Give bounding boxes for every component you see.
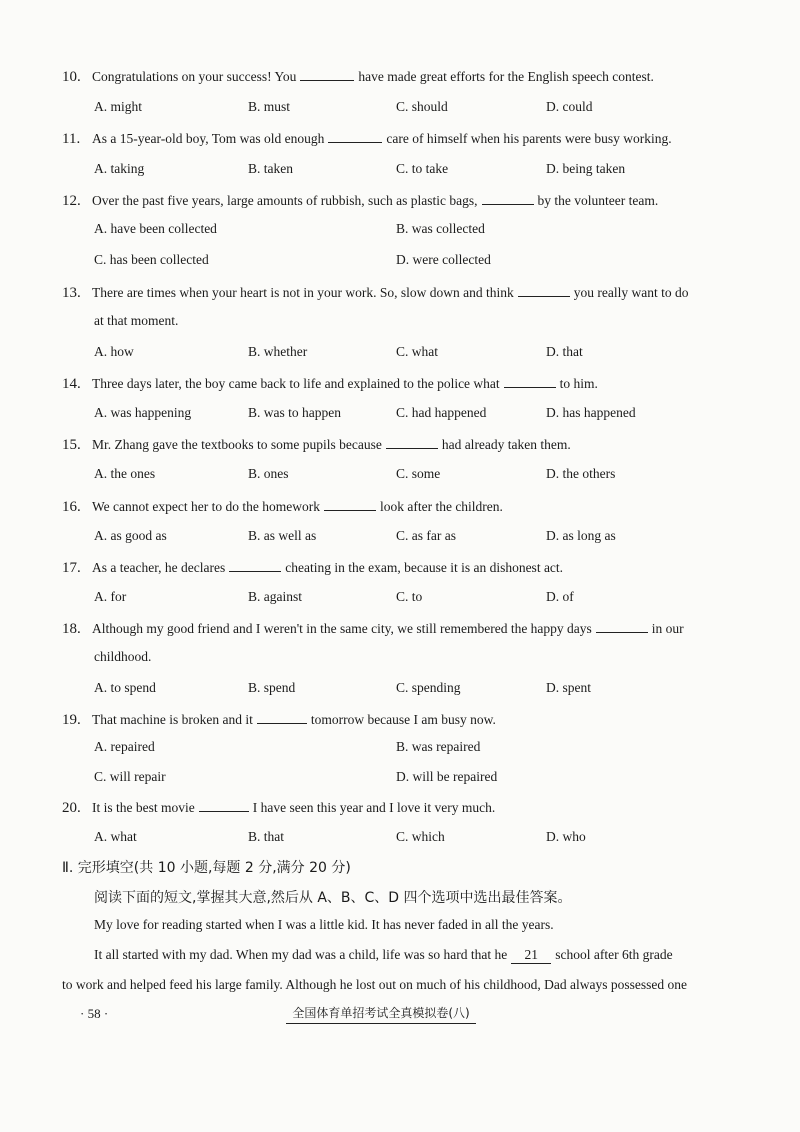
option-b: B. whether (248, 344, 308, 359)
option-d: D. could (546, 99, 593, 114)
question-number: 12. (62, 193, 81, 209)
question-number: 18. (62, 621, 81, 637)
question-stem-pre: Although my good friend and I weren't in the same city, we still remembered the happy days (92, 621, 592, 636)
question-stem-pre: Three days later, the boy came back to life and explained to the police what (92, 376, 500, 391)
question-16 (62, 496, 722, 516)
option-c: C. which (396, 829, 445, 844)
question-stem-post: tomorrow because I am busy now. (310, 712, 496, 727)
question-number: 20. (62, 800, 81, 816)
question-stem-pre: Over the past five years, large amounts of rubbish, such as plastic bags, (92, 193, 478, 208)
question-number: 19. (62, 712, 81, 728)
question-stem-post: care of himself when his parents were busy working. (386, 131, 672, 146)
question-stem-post: had already taken them. (441, 437, 571, 452)
question-13 (62, 282, 722, 302)
question-stem-pre: As a teacher, he declares (92, 560, 226, 575)
question-10 (62, 66, 722, 86)
answer-blank (386, 434, 438, 449)
option-d: D. that (546, 344, 583, 359)
option-d: D. has happened (546, 405, 636, 420)
option-b: B. as well as (248, 528, 317, 543)
option-b: B. was repaired (396, 739, 481, 754)
answer-blank (596, 618, 648, 633)
question-stem-pre: There are times when your heart is not in your work. So, slow down and think (92, 285, 514, 300)
option-b: B. against (248, 589, 302, 604)
question-number: 10. (62, 69, 81, 85)
page-number: · 58 · (80, 1006, 109, 1021)
passage-text: It all started with my dad. When my dad was a child, life was so hard that he (94, 947, 508, 962)
question-12 (62, 190, 722, 210)
option-a: A. to spend (94, 680, 156, 695)
option-c: C. to take (396, 161, 449, 176)
option-a: A. taking (94, 161, 145, 176)
option-d: D. were collected (396, 252, 491, 267)
question-stem-post: to him. (559, 376, 598, 391)
option-a: A. how (94, 344, 134, 359)
question-stem-post: cheating in the exam, because it is an dishonest act. (285, 560, 564, 575)
question-19 (62, 709, 722, 729)
question-stem-pre: We cannot expect her to do the homework (92, 499, 320, 514)
question-number: 15. (62, 437, 81, 453)
question-number: 11. (62, 131, 81, 147)
option-a: A. for (94, 589, 127, 604)
option-d: D. the others (546, 466, 616, 481)
section-title: Ⅱ. 完形填空(共 10 小题,每题 2 分,满分 20 分) (62, 860, 351, 876)
question-15 (62, 434, 722, 454)
option-d: D. as long as (546, 528, 616, 543)
answer-blank (504, 373, 556, 388)
option-c: C. has been collected (94, 252, 209, 267)
passage-paragraph-1: My love for reading started when I was a little kid. It has never faded in all the years. (94, 917, 554, 932)
option-a: A. repaired (94, 739, 155, 754)
question-number: 16. (62, 499, 81, 515)
option-a: A. what (94, 829, 137, 844)
answer-blank (324, 496, 376, 511)
section-instruction: 阅读下面的短文,掌握其大意,然后从 A、B、C、D 四个选项中选出最佳答案。 (94, 890, 572, 906)
option-b: B. spend (248, 680, 296, 695)
option-c: C. had happened (396, 405, 487, 420)
answer-blank (518, 282, 570, 297)
option-b: B. ones (248, 466, 289, 481)
option-d: D. who (546, 829, 586, 844)
option-c: C. as far as (396, 528, 456, 543)
question-stem-post: have made great efforts for the English speech contest. (358, 69, 654, 84)
question-17 (62, 557, 722, 577)
question-stem-pre: It is the best movie (92, 800, 195, 815)
question-18-continuation: childhood. (94, 649, 152, 664)
passage-paragraph-2 (94, 947, 673, 964)
question-20 (62, 797, 722, 817)
option-c: C. will repair (94, 769, 166, 784)
question-13-continuation: at that moment. (94, 313, 179, 328)
option-c: C. what (396, 344, 438, 359)
option-d: D. spent (546, 680, 591, 695)
passage-text: school after 6th grade (555, 947, 673, 962)
option-c: C. spending (396, 680, 461, 695)
answer-blank (328, 128, 382, 143)
question-stem-post: I have seen this year and I love it very much. (252, 800, 496, 815)
question-14 (62, 373, 722, 393)
exam-title-footer: 全国体育单招考试全真模拟卷(八) (286, 1004, 476, 1024)
question-18 (62, 618, 722, 638)
option-d: D. being taken (546, 161, 626, 176)
option-b: B. that (248, 829, 284, 844)
answer-blank (229, 557, 281, 572)
passage-paragraph-2-cont: to work and helped feed his large family. Although he lost out on much of his childhood, Dad always possessed one (62, 977, 688, 992)
question-number: 14. (62, 376, 81, 392)
answer-blank (482, 190, 534, 205)
option-b: B. taken (248, 161, 293, 176)
question-stem-post: look after the children. (379, 499, 503, 514)
option-a: A. might (94, 99, 143, 114)
option-b: B. was collected (396, 221, 485, 236)
answer-blank (199, 797, 249, 812)
option-c: C. some (396, 466, 441, 481)
answer-blank (300, 66, 354, 81)
question-stem-pre: Congratulations on your success! You (92, 69, 297, 84)
question-number: 13. (62, 285, 81, 301)
question-stem-post: by the volunteer team. (537, 193, 659, 208)
option-b: B. must (248, 99, 291, 114)
option-d: D. of (546, 589, 574, 604)
option-d: D. will be repaired (396, 769, 498, 784)
option-a: A. as good as (94, 528, 167, 543)
question-stem-post: you really want to do (573, 285, 689, 300)
option-b: B. was to happen (248, 405, 341, 420)
question-stem-pre: That machine is broken and it (92, 712, 253, 727)
question-number: 17. (62, 560, 81, 576)
answer-blank (257, 709, 307, 724)
option-a: A. the ones (94, 466, 156, 481)
option-a: A. have been collected (94, 221, 217, 236)
option-c: C. to (396, 589, 423, 604)
question-stem-post: in our (651, 621, 684, 636)
question-stem-pre: Mr. Zhang gave the textbooks to some pupils because (92, 437, 382, 452)
option-c: C. should (396, 99, 448, 114)
question-11 (62, 128, 722, 148)
cloze-blank-21: 21 (511, 947, 551, 964)
option-a: A. was happening (94, 405, 192, 420)
question-stem-pre: As a 15-year-old boy, Tom was old enough (92, 131, 325, 146)
